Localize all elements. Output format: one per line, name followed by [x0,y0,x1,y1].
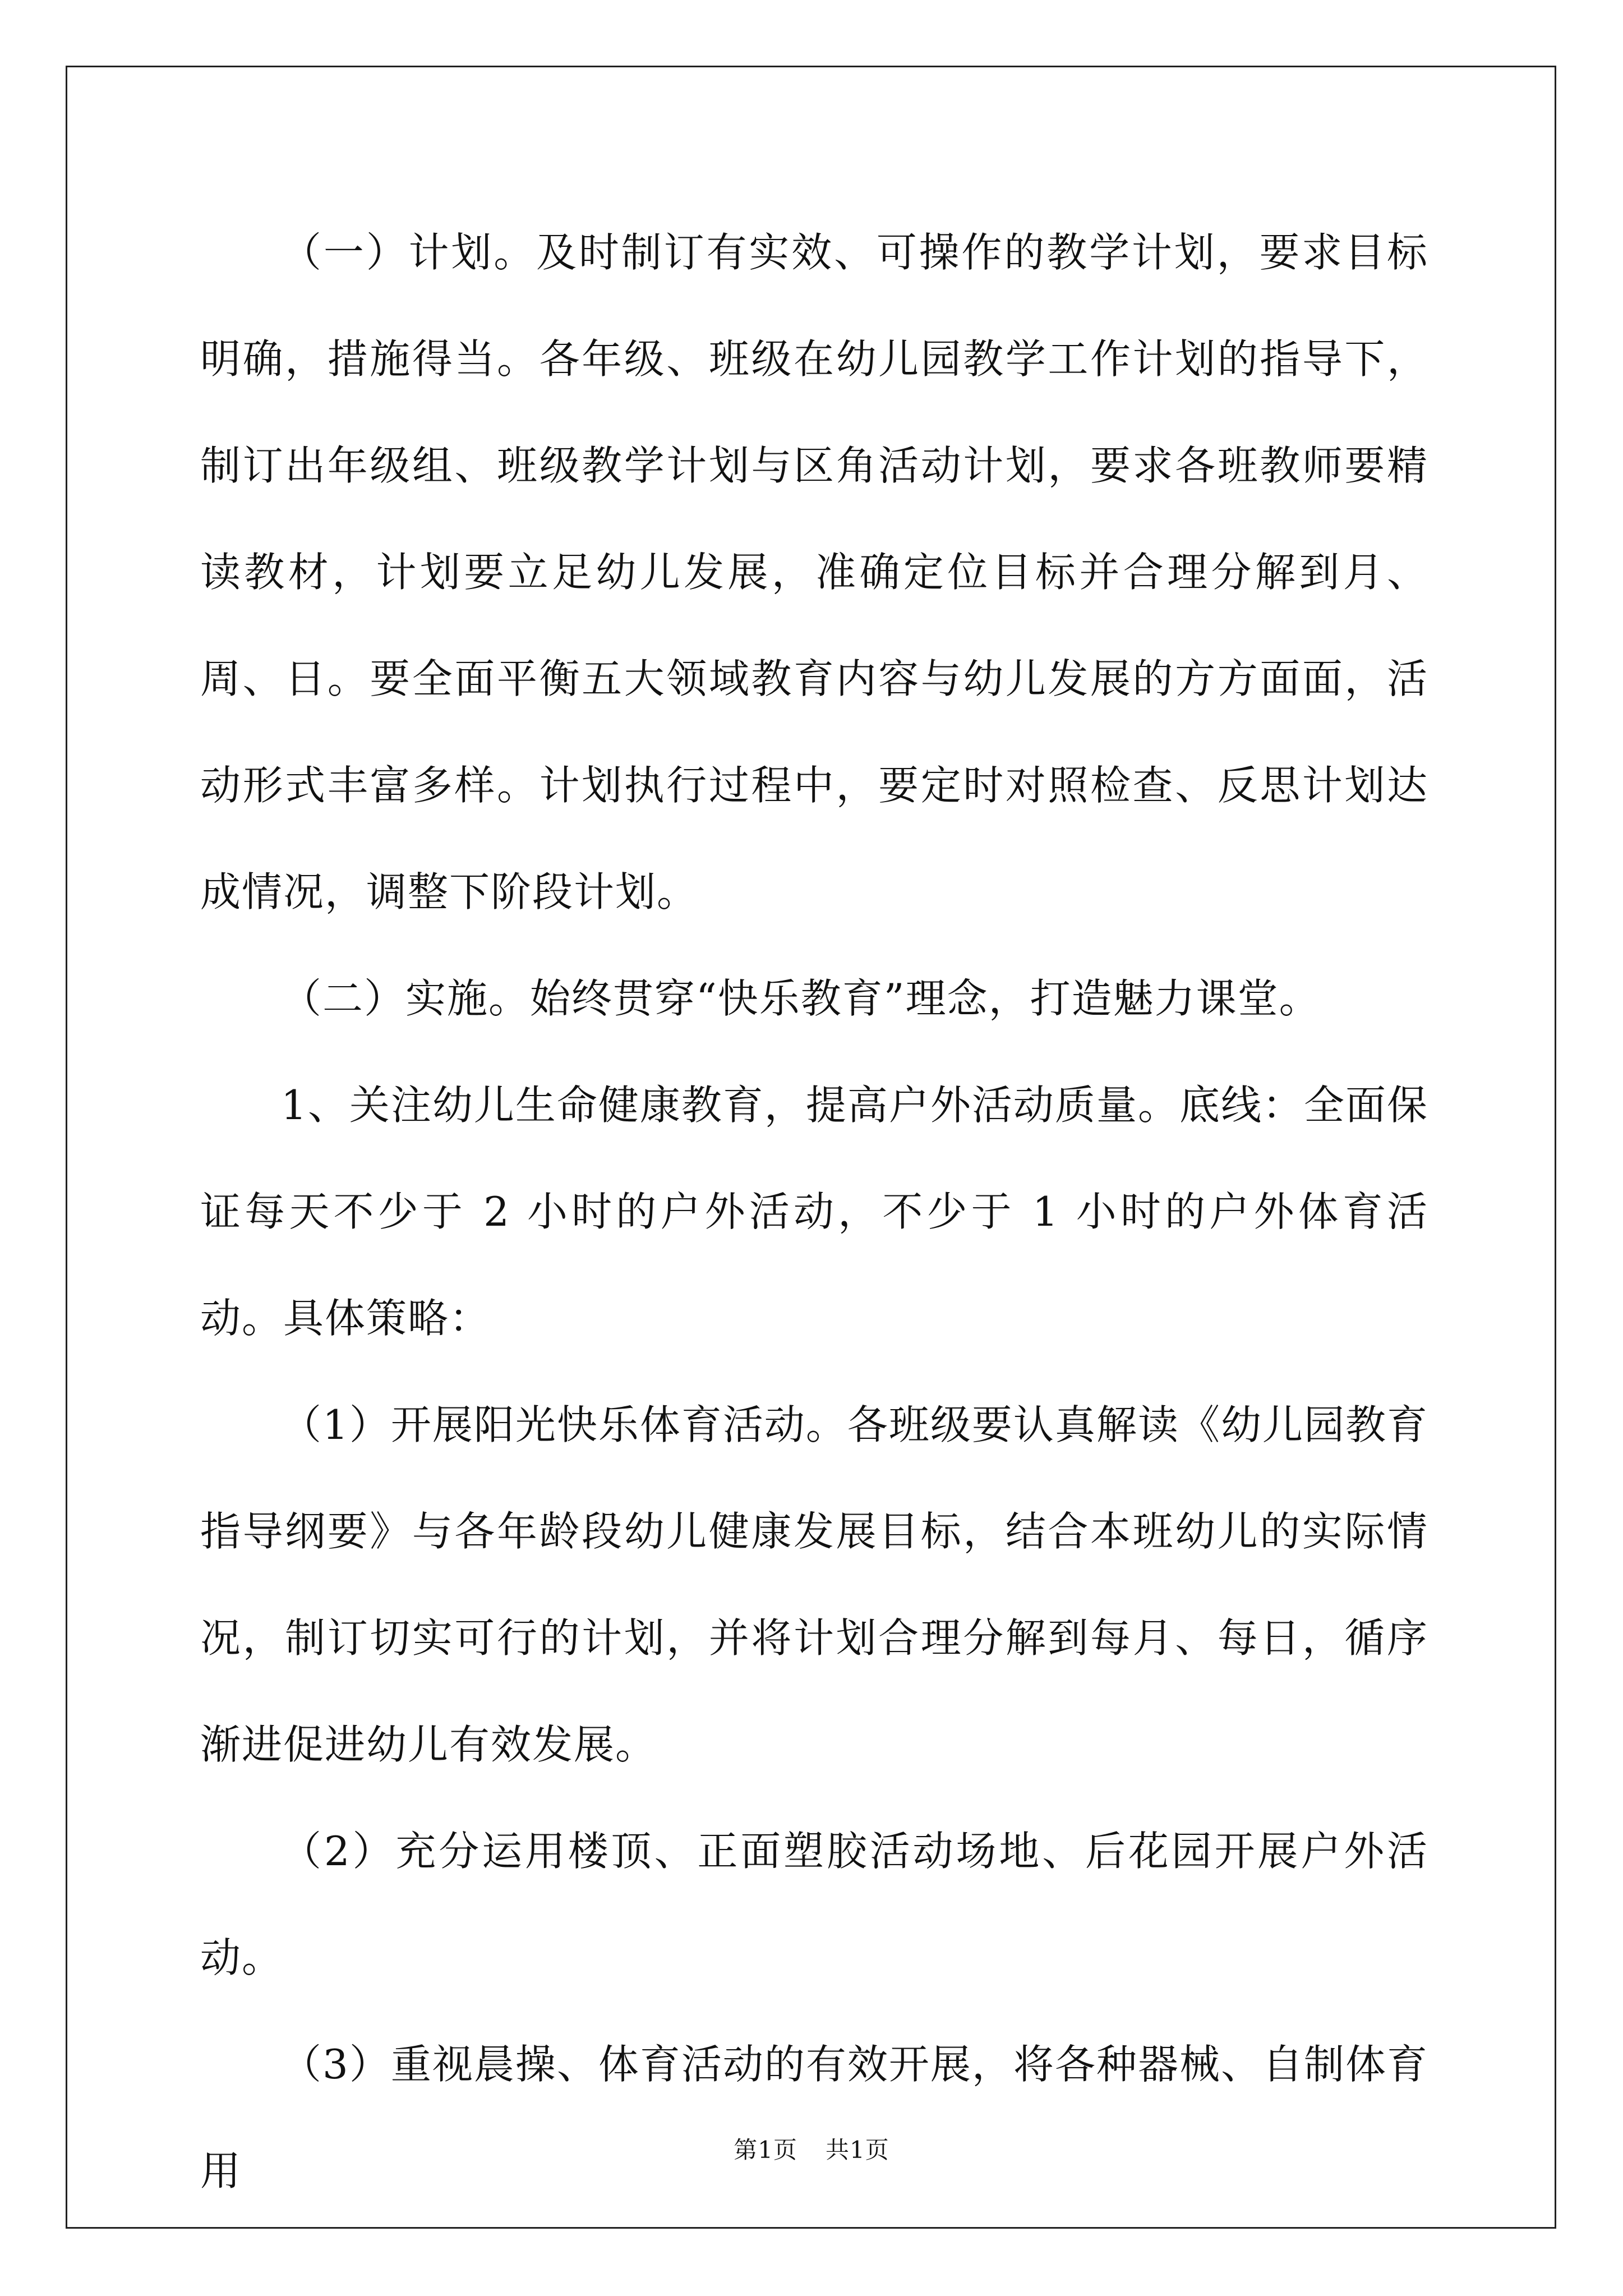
paragraph-health-education: 1、关注幼儿生命健康教育，提高户外活动质量。底线：全面保证每天不少于 2 小时的户外活动，不少于 1 小时的户外体育活动。具体策略： [200,1082,1428,1342]
paragraph-morning-exercise: （3）重视晨操、体育活动的有效开展，将各种器械、自制体育用 [200,2041,1428,2194]
paragraph-plan: （一）计划。及时制订有实效、可操作的教学计划，要求目标明确，措施得当。各年级、班级在幼儿园教学工作计划的指导下，制订出年级组、班级教学计划与区角活动计划，要求各班教师要精读教材，计划要立足幼儿发展，准确定位目标并合理分解到月、周、日。要全面平衡五大领域教育内容与幼儿发展的方方面面，活动形式丰富多样。计划执行过程中，要定时对照检查、反思计划达成情况，调整下阶段计划。 [200,229,1428,915]
paragraph-implementation: （二）实施。始终贯穿“快乐教育”理念，打造魅力课堂。 [281,975,1321,1022]
paragraph-sunshine-sports: （1）开展阳光快乐体育活动。各班级要认真解读《幼儿园教育指导纲要》与各年龄段幼儿健康发展目标，结合本班幼儿的实际情况，制订切实可行的计划，并将计划合理分解到每月、每日，循序渐进促进幼儿有效发展。 [200,1401,1428,1768]
document-body [200,199,1428,2224]
paragraph-outdoor-venues: （2）充分运用楼顶、正面塑胶活动场地、后花园开展户外活动。 [200,1828,1428,1981]
page-number-current: 第1页 [734,2136,797,2164]
page-footer [0,2132,1623,2165]
page-number-total: 共1页 [826,2136,889,2164]
